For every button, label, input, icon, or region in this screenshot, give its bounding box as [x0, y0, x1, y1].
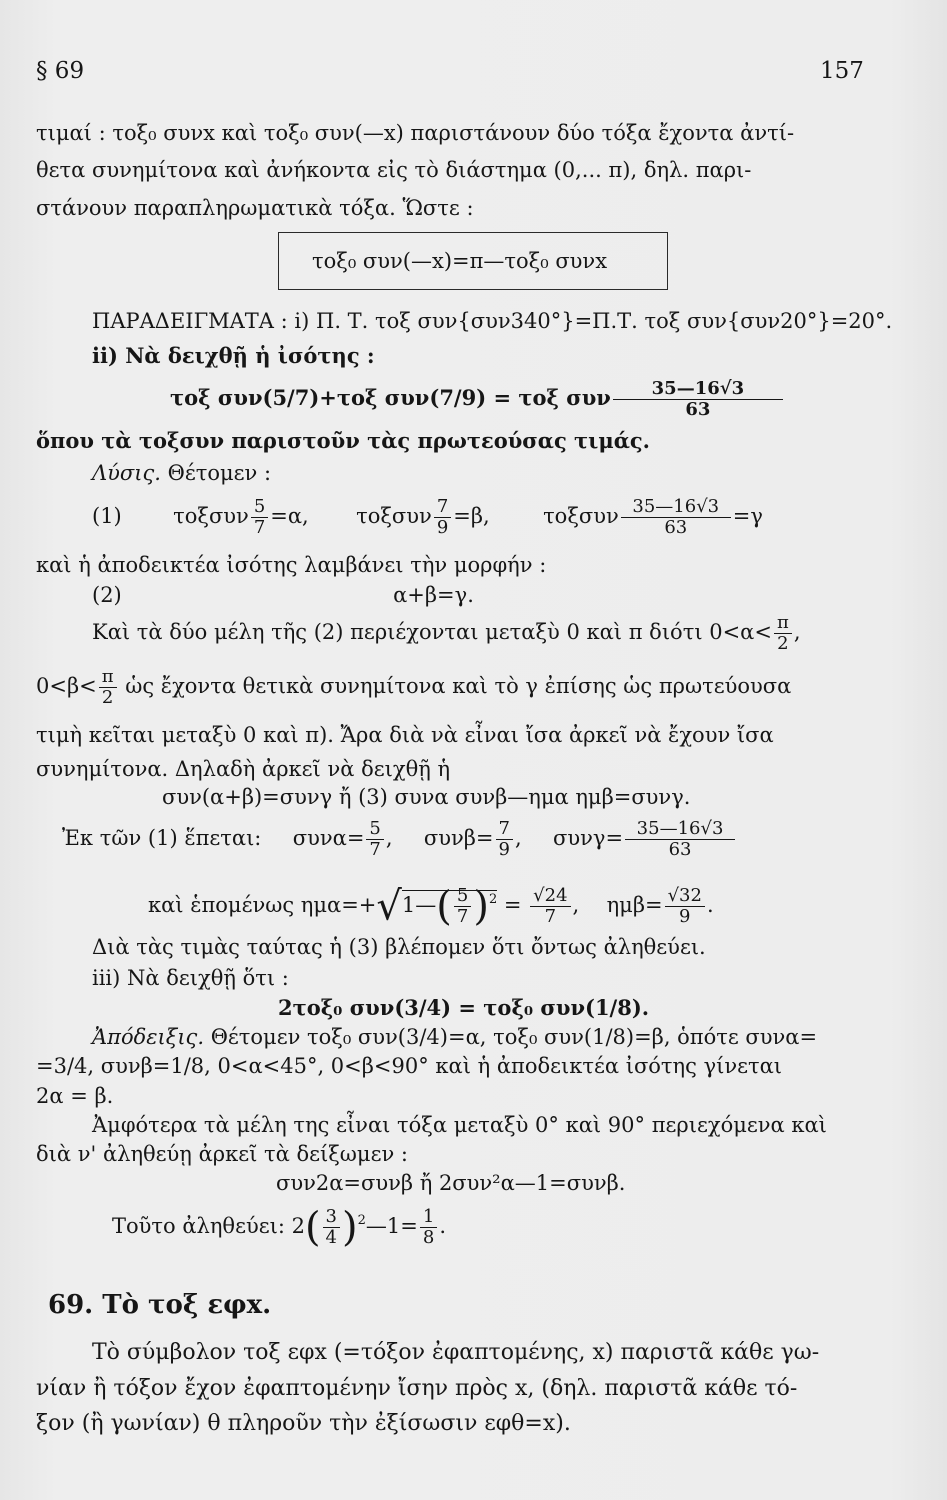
ex3-eq: συν2α=συνβ ἤ 2συν²α—1=συνβ.: [276, 1171, 626, 1195]
paren-left-icon: (: [436, 883, 452, 930]
eq2-line: [92, 582, 474, 608]
sqrt-radicand: [401, 883, 498, 930]
ex3-heading: iii) Νὰ δειχθῇ ὅτι :: [92, 966, 289, 990]
from1-b-den: 9: [498, 839, 510, 860]
t2-den: 8: [422, 1227, 435, 1248]
solution-line: [92, 460, 271, 486]
page-number: 157: [820, 58, 864, 84]
paren-right-icon: ): [342, 1204, 358, 1251]
set1-a-suffix: =α,: [270, 504, 309, 528]
timi-line-1: τιμὴ κεῖται μεταξὺ 0 καὶ π). Ἄρα διὰ νὰ εἶναι ἴσα ἀρκεῖ νὰ ἔχουν ἴσα: [36, 723, 774, 747]
t-mid: —1=: [365, 1214, 418, 1238]
hence-b-den: 9: [679, 906, 691, 927]
set1-b-prefix: τοξσυν: [356, 504, 432, 528]
from1-c-num: 35—16√3: [625, 819, 735, 840]
from1-b: συνβ=: [423, 826, 494, 850]
paragraph-line: στάνουν παραπληρωματικὰ τόξα. Ὥστε :: [36, 196, 474, 220]
set1-c-den: 63: [664, 517, 688, 538]
hence-frac-num: 5: [454, 886, 471, 907]
ex3-proof-1: [92, 1024, 817, 1050]
form-line: καὶ ἡ ἀποδεικτέα ἰσότης λαμβάνει τὴν μορφήν :: [36, 553, 547, 577]
ex3-proof-3: 2α = β.: [36, 1084, 114, 1108]
hence-b: ημβ=: [606, 893, 663, 917]
square-icon: 2: [488, 892, 498, 907]
from1-a: συνα=: [292, 826, 365, 850]
hence-b-num: √32: [665, 886, 705, 907]
solution-label: Λύσις.: [92, 461, 161, 485]
para-kai: [92, 610, 801, 654]
proof-1: Θέτομεν τοξ₀ συν(3/4)=α, τοξ₀ συν(1/8)=β, ὁπότε συνα=: [210, 1025, 818, 1049]
hence-eq1-den: 7: [544, 906, 557, 927]
paragraph-line: θετα συνημίτονα καὶ ἀνήκοντα εἰς τὸ διάστημα (0,... π), δηλ. παρι-: [36, 158, 752, 182]
eq2-denominator: 63: [685, 399, 711, 420]
set1-b-num: 7: [434, 497, 451, 518]
ex3-proof-2: =3/4, συνβ=1/8, 0<α<45°, 0<β<90° καὶ ἡ ἀποδεικτέα ἰσότης γίνεται: [36, 1054, 783, 1078]
set-1: [92, 494, 763, 538]
from1-a-den: 7: [369, 839, 381, 860]
t-end: .: [439, 1214, 446, 1238]
section-69-title: 69. Τὸ τοξ εφx.: [48, 1290, 272, 1320]
eq2-expr: α+β=γ.: [393, 583, 474, 607]
section-69-line-2: νίαν ἢ τόξον ἔχον ἐφαπτομένην ἴσην πρὸς x, (δηλ. παριστᾶ κάθε τό-: [36, 1376, 798, 1401]
pi-num: π: [774, 613, 792, 634]
paragraph-line: τιμαί : τοξ₀ συνx καὶ τοξ₀ συν(—x) παριστάνουν δύο τόξα ἔχοντα ἀντί-: [36, 121, 795, 145]
example-1: i) Π. Τ. τοξ συν{συν340°}=Π.Τ. τοξ συν{συν20°}=20°.: [294, 309, 893, 333]
boxed-formula: τοξ₀ συν(—x)=π—τοξ₀ συνx: [312, 249, 608, 273]
set1-b-suffix: =β,: [453, 504, 490, 528]
line-beta: [36, 664, 791, 708]
set1-b-den: 9: [436, 517, 449, 538]
hence-inner: 1—: [401, 893, 437, 917]
eq2-left: τοξ συν(5/7)+τοξ συν(7/9) = τοξ συν: [170, 385, 611, 410]
beta-two: 2: [101, 687, 114, 708]
true-line: [112, 1196, 446, 1251]
hence-eq1-num: √24: [530, 886, 570, 907]
example-2-heading: ii) Νὰ δειχθῇ ἡ ἰσότης :: [92, 343, 375, 368]
square-icon: 2: [357, 1213, 366, 1228]
section-69-line-1: Τὸ σύμβολον τοξ εφx (=τόξον ἐφαπτομένης, x) παριστᾶ κάθε γω-: [92, 1340, 820, 1365]
example-2-equation: [170, 378, 785, 420]
hence-pre: καὶ ἑπομένως ημα=+: [148, 893, 377, 917]
section-marker: § 69: [36, 58, 85, 84]
verify-line: Διὰ τὰς τιμὰς ταύτας ἡ (3) βλέπομεν ὅτι ὄντως ἀληθεύει.: [92, 935, 706, 959]
section-69-line-3: ξον (ἢ γωνίαν) θ πληροῦν τὴν ἐξίσωσιν εφθ=x).: [36, 1411, 571, 1436]
from1-pre: Ἐκ τῶν (1) ἕπεται:: [62, 826, 262, 850]
both-line-1: Ἀμφότερα τὰ μέλη της εἶναι τόξα μεταξὺ 0° καὶ 90° περιεχόμενα καὶ: [92, 1113, 827, 1137]
para-kai-text: Καὶ τὰ δύο μέλη τῆς (2) περιέχονται μεταξὺ 0 καὶ π διότι 0<α<: [92, 620, 772, 644]
set1-a-prefix: τοξσυν: [173, 504, 249, 528]
both-line-2: διὰ ν' ἀληθεύῃ ἀρκεῖ τὰ δείξωμεν :: [36, 1142, 408, 1166]
sqrt-icon: √: [376, 883, 402, 930]
two-den: 2: [777, 633, 789, 654]
hence-line: καὶ ἑπομένως ημα=+√1—( $\frac{5}{7}$ )$^2$ = $\frac{√24}{7}$ , ημβ= $\frac{√32}{9}$ .: [148, 883, 714, 930]
set1-c-suffix: =γ: [732, 504, 763, 528]
set1-a-den: 7: [253, 517, 266, 538]
solution-text: Θέτομεν :: [167, 461, 272, 485]
paren-right-icon: ): [473, 883, 489, 930]
ex3-formula: 2τοξ₀ συν(3/4) = τοξ₀ συν(1/8).: [278, 995, 650, 1020]
set1-c-prefix: τοξσυν: [543, 504, 619, 528]
eq3-line: συν(α+β)=συνγ ἤ (3) συνα συνβ—ημα ημβ=συνγ.: [162, 785, 691, 809]
eq2-label: (2): [92, 583, 122, 607]
proof-label: Ἀπόδειξις.: [92, 1025, 204, 1049]
para-kai-tail: ,: [793, 620, 801, 644]
from1-b-num: 7: [496, 819, 513, 840]
t2-num: 1: [420, 1207, 437, 1228]
set1-a-num: 5: [251, 497, 268, 518]
examples-line-1: [92, 308, 892, 334]
beta-text: ὡς ἔχοντα θετικὰ συνημίτονα καὶ τὸ γ ἐπίσης ὡς πρωτεύουσα: [125, 674, 792, 698]
set1-label: (1): [92, 504, 122, 528]
eq2-numerator: 35—16√3: [613, 379, 783, 400]
from1-line: Ἐκ τῶν (1) ἕπεται: συνα= $\frac{5}{7}$ , συνβ= $\frac{7}{9}$ , συνγ= $\frac{35—16√3}{63}$: [62, 815, 737, 861]
t-den: 4: [325, 1227, 337, 1248]
examples-heading: ΠΑΡΑΔΕΙΓΜΑΤΑ :: [92, 309, 288, 333]
paren-left-icon: (: [304, 1204, 321, 1251]
t-num: 3: [323, 1207, 340, 1228]
set1-c-num: 35—16√3: [621, 497, 731, 518]
from1-c-den: 63: [668, 839, 692, 860]
beta-pre: 0<β<: [36, 674, 97, 698]
where-line: ὅπου τὰ τοξσυν παριστοῦν τὰς πρωτεούσας τιμάς.: [36, 428, 650, 453]
true-pre: Τοῦτο ἀληθεύει: 2: [112, 1214, 305, 1238]
beta-pi: π: [99, 667, 117, 688]
from1-a-num: 5: [366, 819, 383, 840]
timi-line-2: συνημίτονα. Δηλαδὴ ἀρκεῖ νὰ δειχθῇ ἡ: [36, 757, 451, 781]
from1-c: συνγ=: [553, 826, 624, 850]
hence-frac-den: 7: [456, 906, 469, 927]
